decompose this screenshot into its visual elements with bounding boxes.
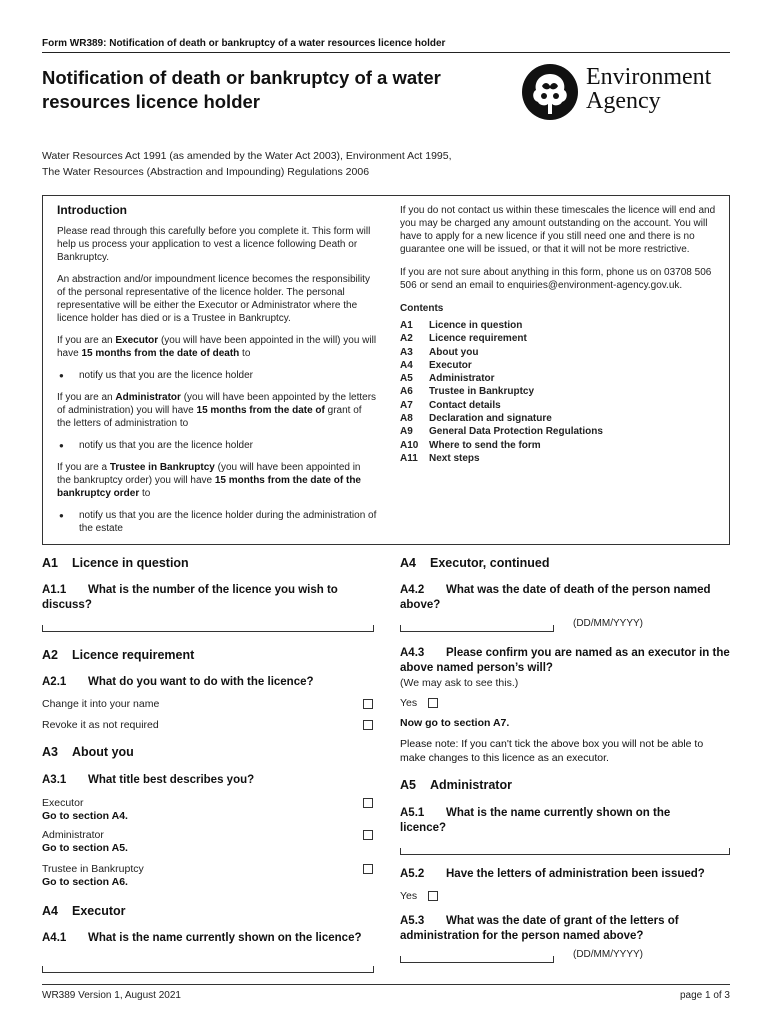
executor-checkbox[interactable]	[363, 798, 373, 808]
contents-item	[400, 372, 725, 385]
contents-code: A5	[400, 373, 413, 385]
go-to-instruction: Go to section A5.	[42, 842, 128, 854]
option-label: Revoke it as not required	[42, 719, 159, 731]
contents-item	[400, 399, 725, 412]
contents-code: A7	[400, 399, 413, 411]
intro-paragraph: If you do not contact us within these timescales the licence will end and you may be charged any amount outstanding on the account. You will have to apply for a new licence if you still need one and there is no guarantee one will be issued, or that it will not be more restrictive.	[400, 205, 716, 255]
contents-code: A8	[400, 413, 413, 425]
section-a2-heading: A2 Licence requirement	[42, 648, 195, 662]
question-a5-3: A5.3 What was the date of grant of the letters of administration for the person named above?	[400, 915, 679, 942]
contents-list	[400, 319, 725, 465]
contents-label: Contact details	[429, 399, 501, 411]
trustee-info: If you are a Trustee in Bankruptcy (you will have been appointed in the bankruptcy order) you will have 15 months from the date of the bankruptcy order to	[57, 462, 361, 499]
form-version: WR389 Version 1, August 2021	[42, 990, 181, 1001]
date-format-hint: (DD/MM/YYYY)	[573, 949, 643, 960]
go-to-instruction: Go to section A4.	[42, 810, 128, 822]
administrator-info: If you are an Administrator (you will have been appointed by the letters of administration) you will have 15 months from the date of grant of the letters of administration to	[57, 392, 377, 429]
executor-confirm-checkbox[interactable]	[428, 698, 438, 708]
option-label: Change it into your name	[42, 698, 160, 710]
question-a4-3: A4.3 Please confirm you are named as an executor in the above named person’s will?	[400, 647, 730, 674]
note-text: (We may ask to see this.)	[400, 677, 519, 689]
date-of-death-field[interactable]	[400, 625, 554, 632]
contents-label: Where to send the form	[429, 439, 541, 451]
legislation-text: Water Resources Act 1991 (as amended by the Water Act 2003), Environment Act 1995, The Water Resources (Abstraction and Impounding) Regulations 2006	[42, 150, 452, 178]
introduction-left-column	[57, 204, 377, 544]
contents-item	[400, 412, 725, 425]
date-format-hint: (DD/MM/YYYY)	[573, 618, 643, 629]
contents-label: General Data Protection Regulations	[429, 426, 603, 438]
introduction-heading: Introduction	[57, 203, 127, 217]
form-reference: Form WR389: Notification of death or bankruptcy of a water resources licence holder	[42, 38, 730, 53]
administrator-checkbox[interactable]	[363, 830, 373, 840]
section-a4-heading: A4 Executor	[42, 904, 126, 918]
option-label: Administrator	[42, 829, 104, 841]
contents-code: A1	[400, 320, 413, 331]
page-number: page 1 of 3	[679, 990, 730, 1001]
contents-code: A2	[400, 333, 413, 345]
bullet-item: ● notify us that you are the licence holder during the administration of the estate	[57, 509, 377, 535]
contents-item	[400, 332, 725, 345]
contents-label: Next steps	[429, 452, 480, 464]
go-to-instruction: Now go to section A7.	[400, 717, 510, 729]
page-title: Notification of death or bankruptcy of a water resources licence holder	[42, 67, 441, 112]
administrator-name-field[interactable]	[400, 848, 730, 855]
contents-label: About you	[429, 346, 479, 358]
question-a2-1: A2.1 What do you want to do with the licence?	[42, 676, 314, 688]
contents-label: Licence requirement	[429, 333, 527, 345]
trustee-checkbox[interactable]	[363, 864, 373, 874]
intro-paragraph: An abstraction and/or impoundment licence becomes the responsibility of the personal representative of the licence holder. The personal representative will be either the Executor or Administrator where the licence holder has died or is a Trustee in Bankruptcy.	[57, 274, 370, 324]
intro-paragraph: Please read through this carefully before you complete it. This form will help us process your application to vest a licence following Death or Bankruptcy.	[57, 226, 371, 263]
contents-label: Licence in question	[429, 320, 523, 331]
contents-label: Administrator	[429, 373, 495, 385]
contents-label: Declaration and signature	[429, 413, 552, 425]
date-of-grant-field[interactable]	[400, 956, 554, 963]
yes-label: Yes	[400, 697, 418, 709]
change-name-checkbox[interactable]	[363, 699, 373, 709]
tree-logo-icon	[520, 62, 580, 122]
section-a4-continued-heading: A4 Executor, continued	[400, 556, 550, 570]
please-note-text: Please note: If you can't tick the above box you will not be able to make changes to this licence as an executor.	[400, 738, 704, 764]
executor-name-field[interactable]	[42, 966, 374, 973]
question-a4-2: A4.2 What was the date of death of the person named above?	[400, 584, 711, 611]
contents-code: A4	[400, 359, 413, 371]
contents-item	[400, 452, 725, 465]
contents-code: A10	[400, 439, 419, 451]
contents-item	[400, 385, 725, 398]
contact-info: If you are not sure about anything in this form, phone us on 03708 506 506 or send an email to enquiries@environment-agency.gov.uk.	[400, 267, 712, 291]
contents-code: A3	[400, 346, 413, 358]
section-a1-heading: A1 Licence in question	[42, 556, 189, 570]
contents-item	[400, 346, 725, 359]
question-a4-1: A4.1 What is the name currently shown on the licence?	[42, 932, 362, 944]
bullet-item: ● notify us that you are the licence holder	[57, 369, 377, 382]
contents-label: Executor	[429, 359, 472, 371]
yes-label: Yes	[400, 890, 418, 902]
question-a5-1: A5.1 What is the name currently shown on the licence?	[400, 807, 671, 834]
letters-issued-checkbox[interactable]	[428, 891, 438, 901]
executor-info: If you are an Executor (you will have been appointed in the will) you will have 15 months from the date of death to	[57, 335, 377, 359]
go-to-instruction: Go to section A6.	[42, 876, 128, 888]
option-label: Trustee in Bankruptcy	[42, 863, 144, 875]
contents-code: A11	[400, 452, 418, 464]
contents-label: Trustee in Bankruptcy	[429, 386, 535, 398]
option-label: Executor	[42, 797, 84, 809]
contents-item	[400, 319, 725, 332]
question-a5-2: A5.2 Have the letters of administration been issued?	[400, 868, 705, 880]
question-a1-1: A1.1 What is the number of the licence you wish to discuss?	[42, 584, 338, 611]
licence-number-field[interactable]	[42, 625, 374, 632]
section-a3-heading: A3 About you	[42, 745, 134, 759]
bullet-item: ● notify us that you are the licence holder	[57, 439, 377, 452]
section-a5-heading: A5 Administrator	[400, 778, 512, 792]
footer-divider	[42, 984, 730, 985]
contents-heading: Contents	[400, 303, 444, 314]
contents-code: A6	[400, 386, 413, 398]
introduction-right-column	[400, 204, 725, 465]
revoke-checkbox[interactable]	[363, 720, 373, 730]
contents-item	[400, 439, 725, 452]
contents-item	[400, 425, 725, 438]
environment-agency-logo: Environment Agency	[520, 62, 735, 122]
contents-code: A9	[400, 426, 413, 438]
question-a3-1: A3.1 What title best describes you?	[42, 774, 255, 786]
contents-item	[400, 359, 725, 372]
